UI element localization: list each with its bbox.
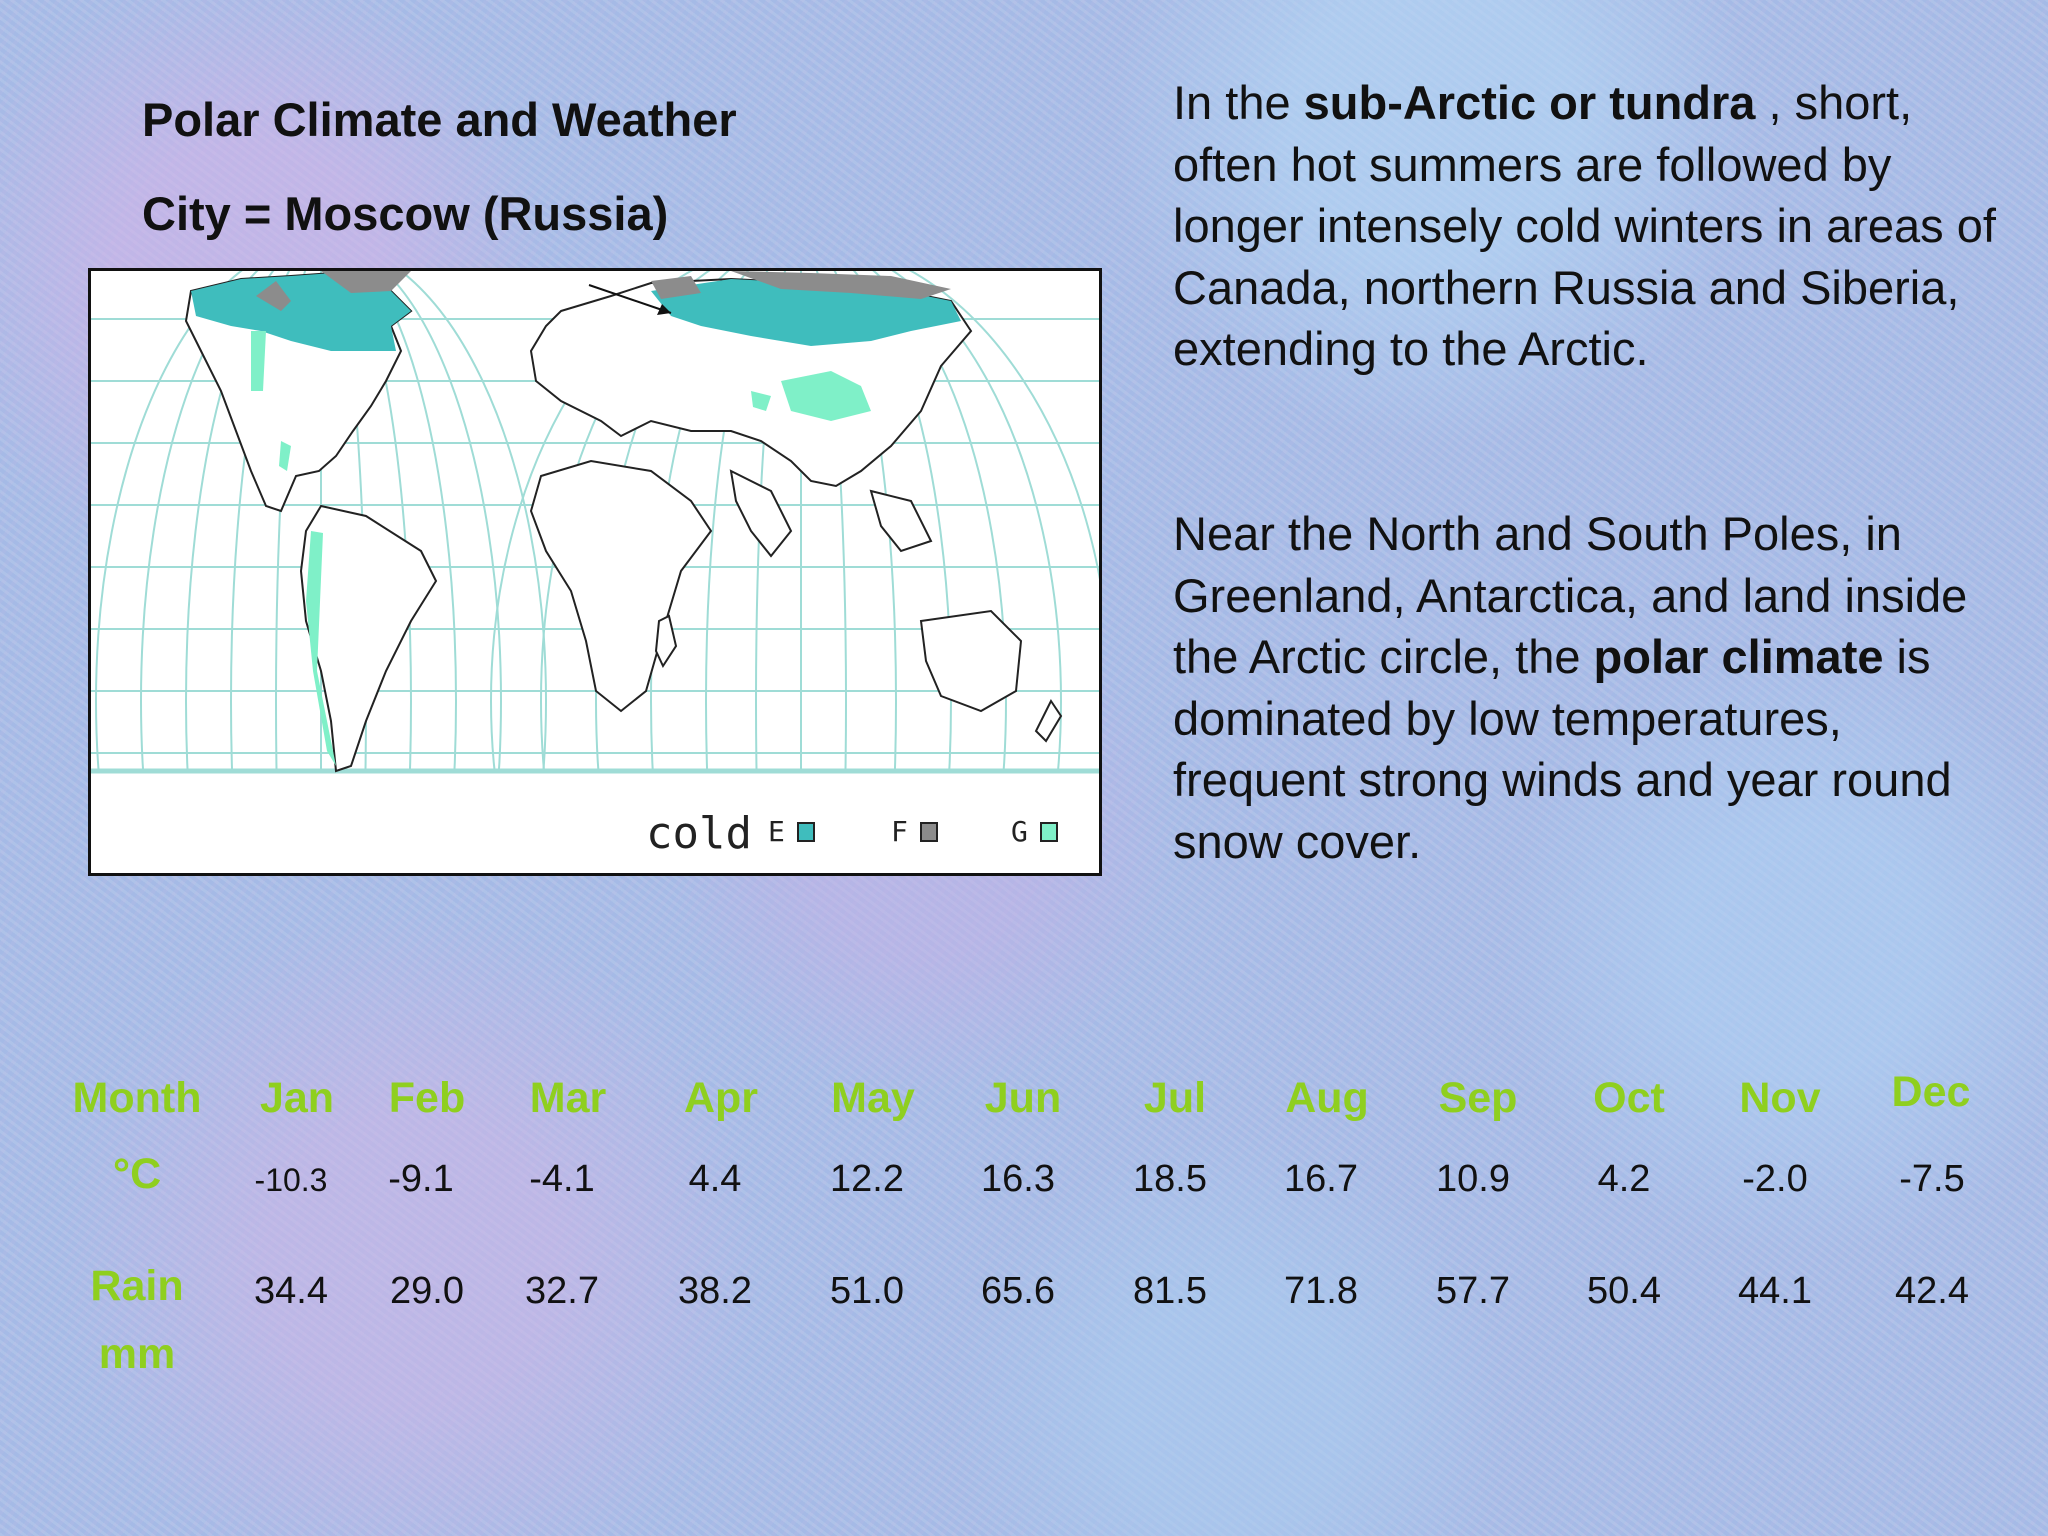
temp-cell: 10.9 bbox=[1436, 1158, 1510, 1200]
legend-swatch-g bbox=[1041, 823, 1057, 841]
polar-text-pre: Near the North and South Poles, in Greenland, Antarctica, and land inside the Arctic circle, the bbox=[1173, 507, 1968, 683]
city-label: City = Moscow (Russia) bbox=[142, 187, 669, 240]
temp-cell: 16.7 bbox=[1284, 1158, 1358, 1200]
legend-key-f: F bbox=[891, 815, 908, 848]
legend-swatch-f bbox=[921, 823, 937, 841]
rain-row-label: Rain bbox=[90, 1262, 184, 1310]
temp-cell: -9.1 bbox=[388, 1158, 454, 1200]
temp-cell: 4.2 bbox=[1597, 1158, 1651, 1200]
tundra-text-bold: sub-Arctic or tundra bbox=[1303, 76, 1756, 129]
polar-text-bold: polar climate bbox=[1593, 630, 1884, 683]
climate-map bbox=[88, 268, 1102, 876]
month-header: Sep bbox=[1438, 1074, 1518, 1122]
temp-row-label: °C bbox=[112, 1150, 162, 1198]
legend-key-g: G bbox=[1011, 815, 1028, 848]
rain-cell: 42.4 bbox=[1895, 1270, 1969, 1312]
legend-cold-label: cold bbox=[646, 808, 752, 859]
temp-cell: -7.5 bbox=[1899, 1158, 1965, 1200]
month-header: Jun bbox=[984, 1074, 1062, 1122]
polar-paragraph bbox=[1173, 503, 2013, 872]
month-header: Jul bbox=[1143, 1074, 1207, 1122]
north-america bbox=[186, 271, 411, 511]
month-header: Oct bbox=[1593, 1074, 1665, 1122]
rain-cell: 51.0 bbox=[830, 1270, 904, 1312]
month-header: Nov bbox=[1739, 1074, 1821, 1122]
month-header: May bbox=[831, 1074, 915, 1122]
rain-cell: 65.6 bbox=[981, 1270, 1055, 1312]
legend-swatch-e bbox=[798, 823, 814, 841]
month-header: Mar bbox=[529, 1074, 607, 1122]
temp-cell: 12.2 bbox=[830, 1158, 904, 1200]
polar-text-post: is dominated by low temperatures, frequent strong winds and year round snow cover. bbox=[1173, 630, 1952, 868]
temp-cell: 16.3 bbox=[981, 1158, 1055, 1200]
month-header-label: Month bbox=[72, 1074, 202, 1122]
month-header: Jan bbox=[259, 1074, 335, 1122]
temp-cell: 4.4 bbox=[688, 1158, 742, 1200]
rain-cell: 71.8 bbox=[1284, 1270, 1358, 1312]
rain-cell: 34.4 bbox=[254, 1270, 328, 1312]
month-header: Aug bbox=[1285, 1074, 1369, 1122]
page-title: Polar Climate and Weather bbox=[142, 93, 737, 146]
rain-cell: 81.5 bbox=[1133, 1270, 1207, 1312]
temp-cell: 18.5 bbox=[1133, 1158, 1207, 1200]
month-header: Dec bbox=[1891, 1068, 1971, 1116]
tundra-text-post: , short, often hot summers are followed by longer intensely cold winters in areas of Canada, northern Russia and Siberia, extending to the Arctic. bbox=[1173, 76, 1996, 375]
rain-cell: 38.2 bbox=[678, 1270, 752, 1312]
rain-cell: 57.7 bbox=[1436, 1270, 1510, 1312]
tundra-paragraph bbox=[1173, 72, 2013, 380]
month-header: Apr bbox=[683, 1074, 759, 1122]
temp-cell: -4.1 bbox=[529, 1158, 595, 1200]
month-header: Feb bbox=[388, 1074, 466, 1122]
legend-key-e: E bbox=[768, 815, 785, 848]
world-map-graphic bbox=[91, 271, 1099, 873]
tundra-text-pre: In the bbox=[1173, 76, 1304, 129]
temp-cell: -2.0 bbox=[1742, 1158, 1808, 1200]
rain-unit-label: mm bbox=[98, 1330, 176, 1378]
rain-cell: 50.4 bbox=[1587, 1270, 1661, 1312]
rain-cell: 32.7 bbox=[525, 1270, 599, 1312]
rain-cell: 29.0 bbox=[390, 1270, 464, 1312]
temp-cell: -10.3 bbox=[254, 1162, 328, 1198]
rain-cell: 44.1 bbox=[1738, 1270, 1812, 1312]
